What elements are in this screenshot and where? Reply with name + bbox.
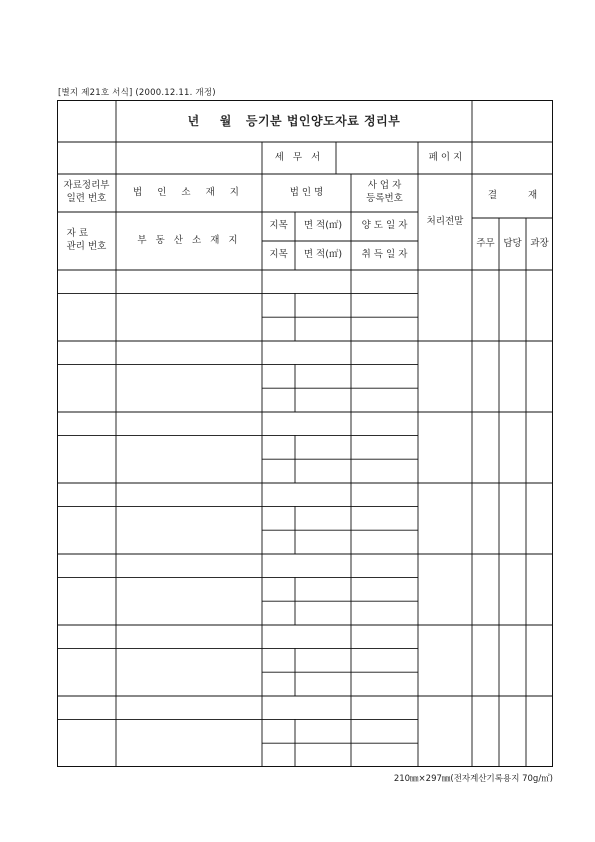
title-year: 년 [187, 113, 200, 128]
title-month: 월 [219, 113, 232, 128]
record-serial-header: 자료정리부 일련 번호 [63, 180, 110, 204]
land-category-header-2: 지목 [269, 249, 288, 261]
area-header-2: 면 적(㎡) [303, 249, 343, 261]
page-label: 페 이 지 [428, 151, 463, 163]
business-reg-header: 사 업 자 등록번호 [366, 180, 403, 204]
acquisition-date-header: 취 득 일 자 [361, 249, 408, 261]
disposition-header: 처리전말 [426, 215, 464, 227]
manager-header: 과장 [530, 237, 549, 249]
area-header-1: 면 적(㎡) [303, 220, 343, 232]
approval-header [472, 174, 553, 218]
chief-header: 주무 [476, 237, 495, 249]
corp-name-header: 법 인 명 [289, 186, 324, 198]
form-footer: 210㎜×297㎜(전자계산기록용지 70g/㎡) [393, 774, 553, 784]
tax-office-label: 세 무 서 [274, 151, 324, 163]
land-category-header-1: 지목 [269, 220, 288, 232]
officer-header: 담당 [503, 237, 522, 249]
form-title [116, 100, 472, 142]
property-address-header: 부 동 산 소 재 지 [137, 234, 241, 246]
transfer-date-header: 양 도 일 자 [361, 220, 408, 232]
record-mgmt-header: 자 료 관리 번호 [66, 228, 107, 252]
corp-address-header: 법 인 소 재 지 [133, 186, 245, 198]
form-caption: [별지 제21호 서식] (2000.12.11. 개정) [58, 88, 216, 98]
title-text: 등기분 법인양도자료 정리부 [245, 113, 401, 128]
approval-label: 결 재 [487, 189, 538, 201]
